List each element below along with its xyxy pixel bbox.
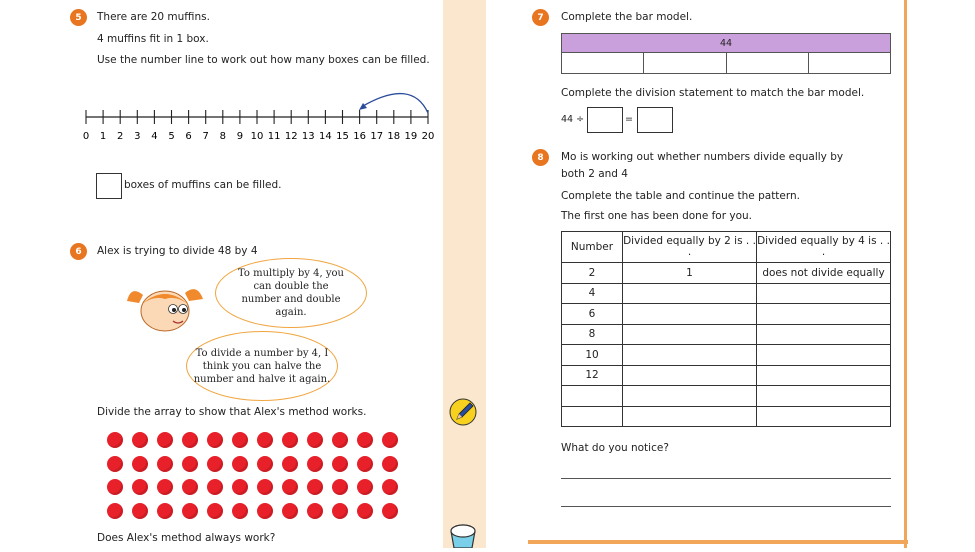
number-line-label: 10 xyxy=(250,131,264,142)
counter-dot xyxy=(232,503,248,519)
counter-dot xyxy=(132,479,148,495)
q6-question: Does Alex's method always work? xyxy=(97,532,276,544)
table-cell-div4: does not divide equally xyxy=(757,263,891,284)
number-line-label: 5 xyxy=(168,131,175,142)
counter-dot xyxy=(207,479,223,495)
table-row xyxy=(562,324,891,345)
counter-dot xyxy=(257,503,273,519)
table-cell-number: 8 xyxy=(562,324,623,345)
q5-answer-box[interactable] xyxy=(96,173,122,199)
q8-line4: The first one has been done for you. xyxy=(561,210,753,222)
counter-dot xyxy=(207,503,223,519)
table-row xyxy=(562,365,891,386)
counter-dot xyxy=(257,479,273,495)
counter-dot xyxy=(157,432,173,448)
counter-dot xyxy=(282,479,298,495)
counter-dot xyxy=(307,432,323,448)
counter-dot xyxy=(157,456,173,472)
bar-model-whole: 44 xyxy=(561,33,891,53)
counter-dot xyxy=(282,456,298,472)
answer-line[interactable] xyxy=(561,506,891,507)
number-line-label: 6 xyxy=(185,131,192,142)
table-row xyxy=(562,304,891,325)
speech-bubble-divide: To divide a number by 4, I think you can halve the number and halve it again. xyxy=(186,331,338,401)
counter-dot xyxy=(307,456,323,472)
question-6-number: 6 xyxy=(70,243,87,260)
counter-dot xyxy=(182,432,198,448)
table-header-div4: Divided equally by 4 is . . . xyxy=(757,232,891,263)
counter-dot xyxy=(307,479,323,495)
bar-part[interactable] xyxy=(561,53,644,74)
counter-dot xyxy=(382,503,398,519)
q8-line2: both 2 and 4 xyxy=(561,168,628,180)
q7-quotient-box[interactable] xyxy=(637,107,673,133)
alex-avatar xyxy=(125,283,205,333)
table-cell-number: 6 xyxy=(562,304,623,325)
q5-line3: Use the number line to work out how many boxes can be filled. xyxy=(97,54,430,66)
table-header-div2: Divided equally by 2 is . . . xyxy=(623,232,757,263)
table-cell-number[interactable] xyxy=(562,406,623,427)
counter-dot xyxy=(157,479,173,495)
speech-bubble-multiply: To multiply by 4, you can double the number and double again. xyxy=(215,258,367,328)
table-cell-number: 10 xyxy=(562,345,623,366)
page-spine xyxy=(443,0,486,548)
table-header-number: Number xyxy=(562,232,623,263)
counter-dot xyxy=(332,456,348,472)
counter-dot xyxy=(382,432,398,448)
bar-part[interactable] xyxy=(727,53,809,74)
number-line-label: 15 xyxy=(336,131,349,142)
counter-dot xyxy=(182,456,198,472)
number-line-label: 12 xyxy=(284,131,298,142)
q7-divisor-box[interactable] xyxy=(587,107,623,133)
number-line-label: 4 xyxy=(151,131,158,142)
counter-array[interactable] xyxy=(107,432,407,526)
counter-dot xyxy=(357,479,373,495)
answer-line[interactable] xyxy=(561,478,891,479)
table-cell-div4[interactable] xyxy=(757,304,891,325)
table-cell-div4[interactable] xyxy=(757,324,891,345)
bar-part[interactable] xyxy=(644,53,726,74)
table-row xyxy=(562,345,891,366)
counter-dot xyxy=(332,479,348,495)
number-line-label: 17 xyxy=(370,131,384,142)
counter-dot xyxy=(232,479,248,495)
q7-title: Complete the bar model. xyxy=(561,11,693,23)
q5-line2: 4 muffins fit in 1 box. xyxy=(97,33,209,45)
counter-dot xyxy=(332,503,348,519)
divisibility-table xyxy=(561,231,891,427)
counter-dot xyxy=(207,432,223,448)
pencil-icon xyxy=(448,397,478,427)
counter-dot xyxy=(357,503,373,519)
number-line-label: 16 xyxy=(353,131,366,142)
number-line-label: 14 xyxy=(319,131,332,142)
table-cell-div2[interactable] xyxy=(623,386,757,407)
question-8-number: 8 xyxy=(532,149,549,166)
number-line-label: 7 xyxy=(202,131,209,142)
number-line-label: 11 xyxy=(267,131,281,142)
table-cell-div2: 1 xyxy=(623,263,757,284)
q7-statement: Complete the division statement to match the bar model. xyxy=(561,87,865,99)
number-line-label: 19 xyxy=(404,131,418,142)
number-line-label: 1 xyxy=(99,131,107,142)
table-cell-div2[interactable] xyxy=(623,283,757,304)
q6-instruction: Divide the array to show that Alex's method works. xyxy=(97,406,367,418)
number-line-label: 0 xyxy=(82,131,90,142)
q8-notice: What do you notice? xyxy=(561,442,669,454)
counter-dot xyxy=(207,456,223,472)
table-row xyxy=(562,386,891,407)
table-cell-number: 2 xyxy=(562,263,623,284)
table-cell-div4[interactable] xyxy=(757,345,891,366)
q6-intro: Alex is trying to divide 48 by 4 xyxy=(97,245,258,257)
question-7-number: 7 xyxy=(532,9,549,26)
counter-dot xyxy=(382,479,398,495)
q8-line3: Complete the table and continue the pattern. xyxy=(561,190,801,202)
counter-dot xyxy=(132,432,148,448)
table-cell-div4[interactable] xyxy=(757,283,891,304)
bar-model-parts xyxy=(561,53,891,74)
q8-line1: Mo is working out whether numbers divide equally by xyxy=(561,151,844,163)
number-line-label: 13 xyxy=(301,131,315,142)
number-line xyxy=(80,86,440,146)
table-row xyxy=(562,283,891,304)
table-cell-number[interactable] xyxy=(562,386,623,407)
table-cell-div4[interactable] xyxy=(757,365,891,386)
counter-dot xyxy=(182,479,198,495)
number-line-label: 3 xyxy=(134,131,141,142)
counter-dot xyxy=(107,479,123,495)
table-row xyxy=(562,263,891,284)
counter-dot xyxy=(107,503,123,519)
number-line-label: 9 xyxy=(236,131,244,142)
number-line-label: 2 xyxy=(117,131,124,142)
number-line-label: 20 xyxy=(421,131,435,142)
q7-equals: = xyxy=(625,114,633,125)
number-line-label: 8 xyxy=(219,131,226,142)
counter-dot xyxy=(132,456,148,472)
page-bottom-line xyxy=(528,540,908,544)
hop-back-arrow-icon xyxy=(363,94,428,113)
counter-dot xyxy=(307,503,323,519)
table-cell-div4[interactable] xyxy=(757,406,891,427)
q5-line1: There are 20 muffins. xyxy=(97,11,210,23)
counter-dot xyxy=(157,503,173,519)
counter-dot xyxy=(232,456,248,472)
table-cell-div2[interactable] xyxy=(623,324,757,345)
q5-answer-text: boxes of muffins can be filled. xyxy=(124,179,282,191)
counter-dot xyxy=(132,503,148,519)
counter-dot xyxy=(107,432,123,448)
counter-dot xyxy=(357,432,373,448)
bar-part[interactable] xyxy=(809,53,891,74)
counter-dot xyxy=(257,432,273,448)
q7-expression: 44 ÷ xyxy=(561,114,585,125)
page-edge-line xyxy=(904,0,907,548)
table-row xyxy=(562,406,891,427)
number-line-label: 18 xyxy=(387,131,401,142)
cup-icon xyxy=(449,522,477,548)
counter-dot xyxy=(282,432,298,448)
counter-dot xyxy=(357,456,373,472)
table-cell-number: 4 xyxy=(562,283,623,304)
table-cell-div2[interactable] xyxy=(623,304,757,325)
counter-dot xyxy=(257,456,273,472)
table-cell-div2[interactable] xyxy=(623,406,757,427)
counter-dot xyxy=(232,432,248,448)
counter-dot xyxy=(282,503,298,519)
counter-dot xyxy=(107,456,123,472)
counter-dot xyxy=(182,503,198,519)
table-cell-div4[interactable] xyxy=(757,386,891,407)
question-5-number: 5 xyxy=(70,9,87,26)
counter-dot xyxy=(382,456,398,472)
table-cell-div2[interactable] xyxy=(623,345,757,366)
table-cell-number: 12 xyxy=(562,365,623,386)
table-cell-div2[interactable] xyxy=(623,365,757,386)
counter-dot xyxy=(332,432,348,448)
